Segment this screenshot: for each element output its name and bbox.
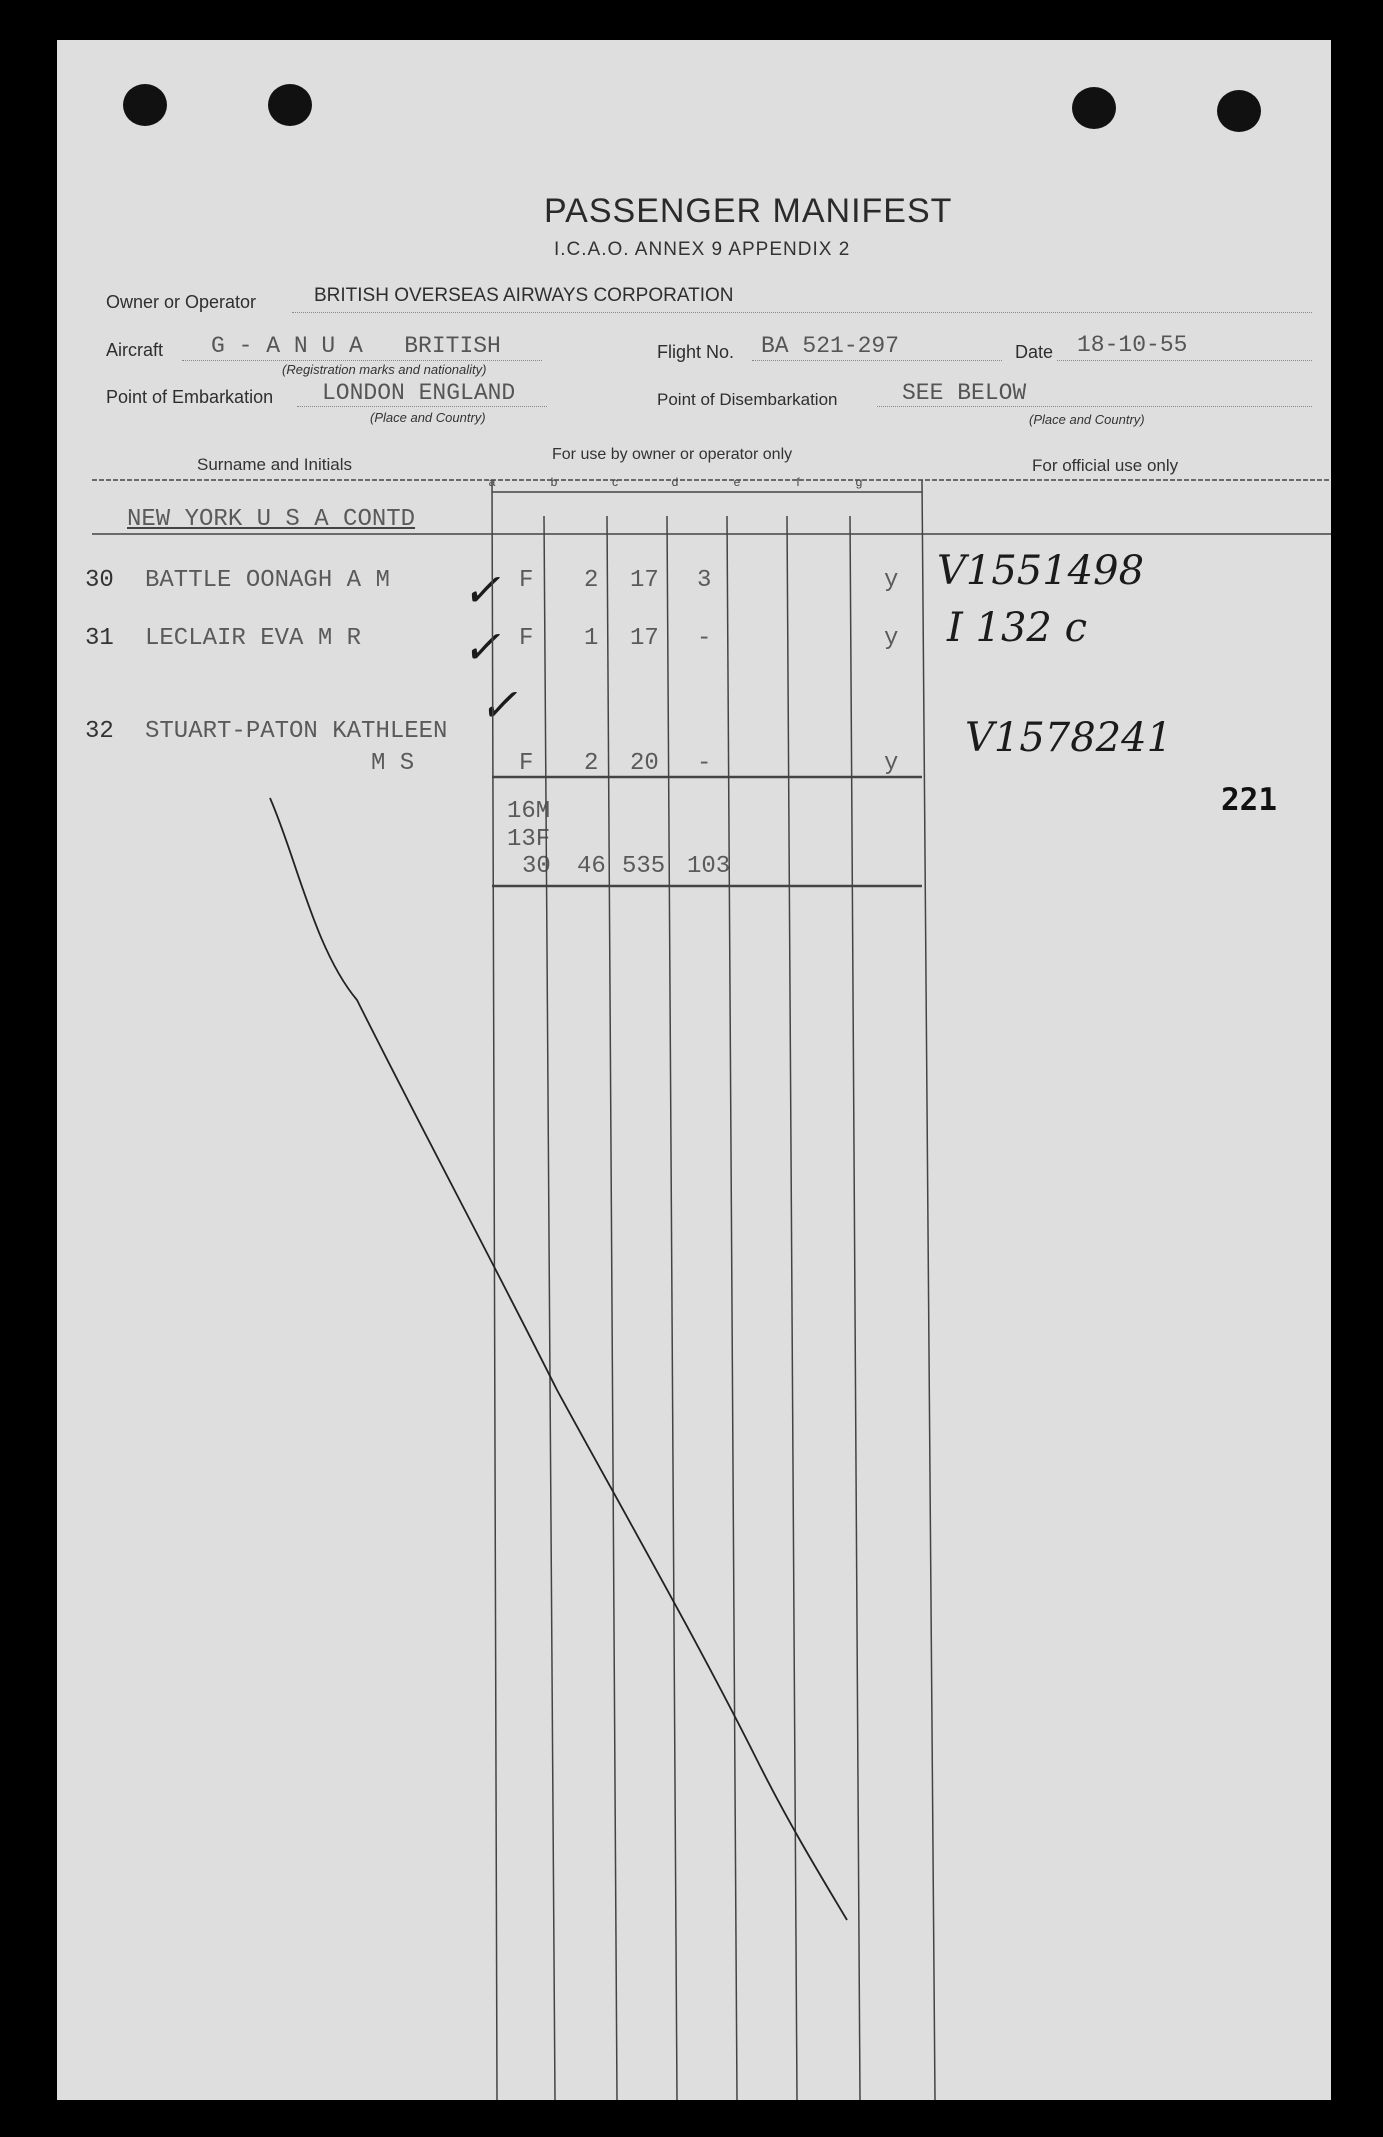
total-female: 13F — [507, 826, 551, 853]
row-32-g: y — [884, 750, 899, 777]
row-30-c: 17 — [630, 567, 659, 594]
col-official-header: For official use only — [1032, 456, 1179, 475]
total-a: 30 — [522, 853, 551, 880]
row-30-number: 30 — [85, 567, 114, 594]
row-32-d: - — [697, 750, 712, 777]
row-31-name: LECLAIR EVA M R — [145, 625, 362, 652]
owner-label: Owner or Operator — [106, 292, 257, 312]
punch-hole-4 — [1217, 90, 1261, 132]
row-31-a: F — [519, 625, 534, 652]
col-a-header: a — [488, 475, 496, 489]
col-owner-use-header: For use by owner or operator only — [552, 446, 793, 463]
row-32-name-cont: M S — [371, 750, 415, 777]
total-male: 16M — [507, 798, 551, 825]
flight-line — [752, 360, 1002, 361]
owner-line — [292, 312, 1312, 313]
punch-hole-3 — [1072, 87, 1116, 129]
row-31-number: 31 — [85, 625, 114, 652]
date-label: Date — [1015, 342, 1054, 362]
punch-hole-2 — [268, 84, 312, 126]
disembarkation-line — [877, 406, 1312, 407]
manifest-sheet — [57, 40, 1331, 2100]
col-c-header: c — [612, 475, 618, 489]
date-line — [1057, 360, 1312, 361]
aircraft-line — [182, 360, 542, 361]
row-32-name: STUART-PATON KATHLEEN — [145, 718, 448, 745]
check-mark-row-32: ✓ — [479, 678, 518, 732]
punch-hole-1 — [123, 84, 167, 126]
row-31-c: 17 — [630, 625, 659, 652]
row-31-g: y — [884, 625, 899, 652]
aircraft-note: (Registration marks and nationality) — [282, 362, 487, 377]
row-31-official: I 132 c — [947, 605, 1087, 651]
row-32-c: 20 — [630, 750, 659, 777]
col-g-header: g — [855, 475, 863, 489]
page-subtitle: I.C.A.O. ANNEX 9 APPENDIX 2 — [554, 239, 851, 260]
page-number-stamp: 221 — [1221, 782, 1277, 818]
row-30-d: 3 — [697, 567, 712, 594]
disembarkation-note: (Place and Country) — [1029, 412, 1145, 427]
col-b-header: b — [550, 475, 558, 489]
disembarkation-value: SEE BELOW — [902, 380, 1027, 406]
page-title: PASSENGER MANIFEST — [544, 192, 953, 230]
aircraft-value: G - A N U A BRITISH — [211, 333, 501, 359]
row-31-d: - — [697, 625, 712, 652]
col-f-header: f — [796, 475, 800, 489]
row-32-official: V1578241 — [965, 715, 1173, 761]
aircraft-label: Aircraft — [106, 340, 164, 360]
col-e-header: e — [733, 475, 741, 489]
col-d-header: d — [671, 475, 679, 489]
disembarkation-label: Point of Disembarkation — [657, 390, 838, 409]
embarkation-line — [297, 406, 547, 407]
row-30-official: V1551498 — [937, 548, 1145, 594]
check-mark-row-30: ✓ — [462, 563, 501, 617]
total-d: 103 — [687, 853, 731, 880]
row-30-b: 2 — [584, 567, 599, 594]
flight-label: Flight No. — [657, 342, 735, 362]
date-value: 18-10-55 — [1077, 332, 1188, 358]
row-32-a: F — [519, 750, 534, 777]
check-mark-row-31: ✓ — [462, 620, 501, 674]
col-surname-header: Surname and Initials — [197, 455, 352, 474]
flight-value: BA 521-297 — [761, 333, 900, 359]
row-31-b: 1 — [584, 625, 599, 652]
embarkation-value: LONDON ENGLAND — [322, 380, 516, 406]
total-c: 535 — [622, 853, 666, 880]
row-32-b: 2 — [584, 750, 599, 777]
row-30-a: F — [519, 567, 534, 594]
section-heading: NEW YORK U S A CONTD — [127, 506, 416, 533]
embarkation-note: (Place and Country) — [370, 410, 486, 425]
embarkation-label: Point of Embarkation — [106, 387, 274, 407]
row-30-g: y — [884, 567, 899, 594]
row-30-name: BATTLE OONAGH A M — [145, 567, 390, 594]
total-b: 46 — [577, 853, 606, 880]
row-32-number: 32 — [85, 718, 114, 745]
owner-value: BRITISH OVERSEAS AIRWAYS CORPORATION — [314, 285, 734, 306]
